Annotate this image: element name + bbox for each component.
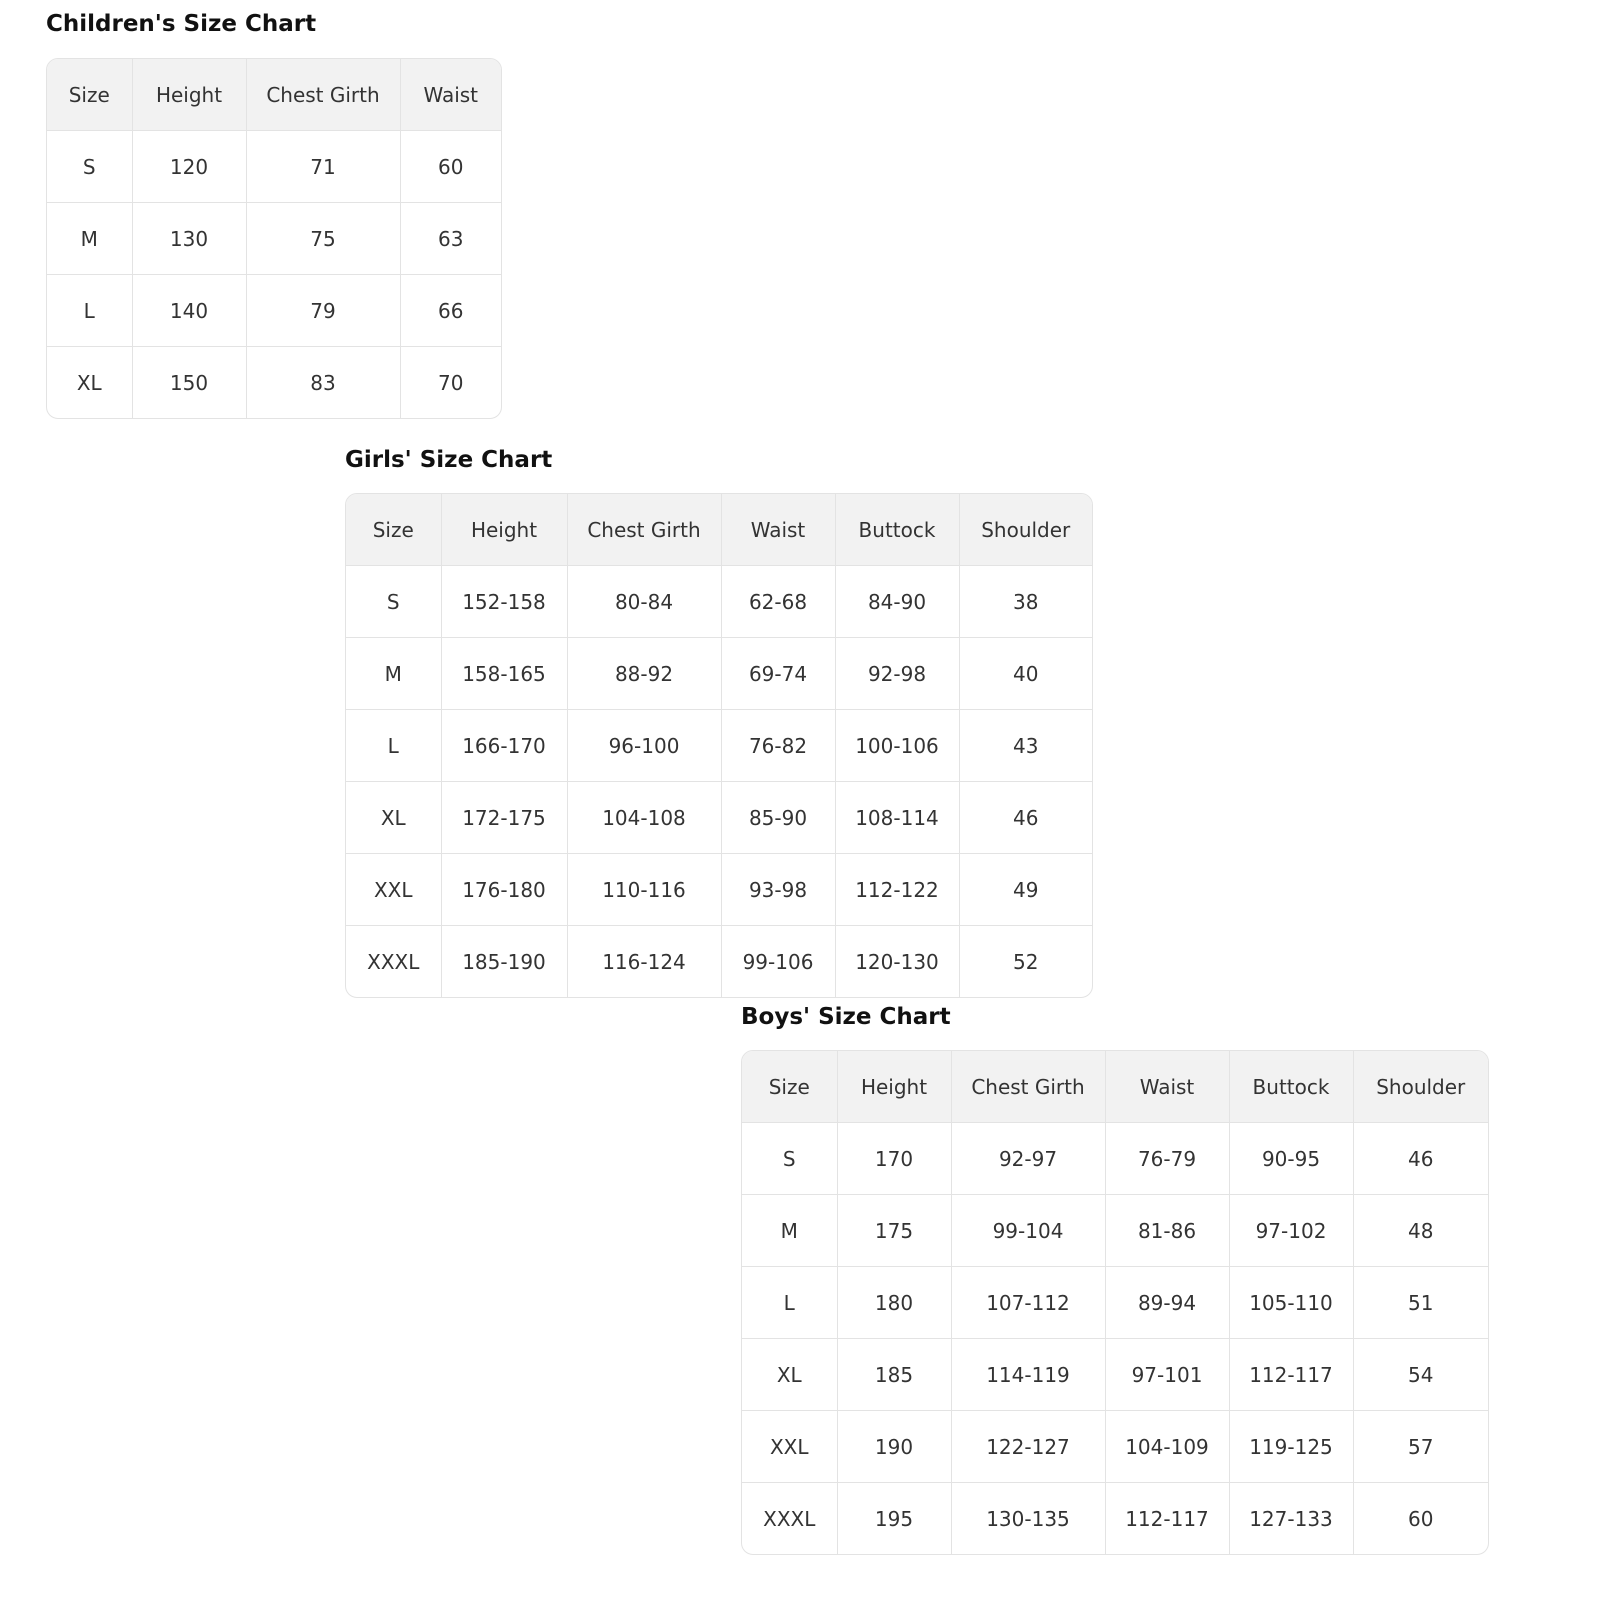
- table-cell: XXXL: [742, 1483, 837, 1555]
- girls-size-chart: [345, 446, 552, 474]
- column-header: Shoulder: [1353, 1051, 1488, 1123]
- table-cell: 83: [246, 347, 400, 419]
- column-header: Height: [132, 59, 246, 131]
- table-cell: 81-86: [1105, 1195, 1229, 1267]
- table-row: [742, 1411, 1488, 1483]
- table-cell: 51: [1353, 1267, 1488, 1339]
- table-cell: 43: [959, 710, 1092, 782]
- table-cell: 97-102: [1229, 1195, 1353, 1267]
- table-cell: 99-106: [721, 926, 835, 998]
- table-cell: 130: [132, 203, 246, 275]
- column-header: Shoulder: [959, 494, 1092, 566]
- table-cell: 46: [1353, 1123, 1488, 1195]
- table-cell: 40: [959, 638, 1092, 710]
- table-row: [346, 638, 1092, 710]
- table-cell: 99-104: [951, 1195, 1105, 1267]
- table-cell: 54: [1353, 1339, 1488, 1411]
- table-cell: 190: [837, 1411, 951, 1483]
- table-cell: M: [346, 638, 441, 710]
- boys-size-chart: [741, 1003, 951, 1031]
- table-cell: XXXL: [346, 926, 441, 998]
- column-header: Chest Girth: [567, 494, 721, 566]
- table-cell: 107-112: [951, 1267, 1105, 1339]
- table-cell: 57: [1353, 1411, 1488, 1483]
- table-cell: XL: [47, 347, 132, 419]
- column-header: Chest Girth: [246, 59, 400, 131]
- table-cell: 62-68: [721, 566, 835, 638]
- table-cell: 71: [246, 131, 400, 203]
- table-cell: 185: [837, 1339, 951, 1411]
- table-cell: 114-119: [951, 1339, 1105, 1411]
- table-row: [47, 347, 501, 419]
- table-cell: 80-84: [567, 566, 721, 638]
- table-cell: XXL: [742, 1411, 837, 1483]
- column-header: Buttock: [1229, 1051, 1353, 1123]
- boys-size-table: [741, 1050, 1489, 1555]
- table-cell: 69-74: [721, 638, 835, 710]
- table-row: [742, 1123, 1488, 1195]
- table-cell: 166-170: [441, 710, 567, 782]
- table-cell: 49: [959, 854, 1092, 926]
- size-table: [742, 1051, 1488, 1554]
- table-cell: L: [346, 710, 441, 782]
- table-cell: 170: [837, 1123, 951, 1195]
- column-header: Waist: [1105, 1051, 1229, 1123]
- table-cell: 104-109: [1105, 1411, 1229, 1483]
- table-cell: 93-98: [721, 854, 835, 926]
- size-table: [47, 59, 501, 418]
- column-header: Size: [346, 494, 441, 566]
- table-row: [346, 854, 1092, 926]
- table-cell: 76-82: [721, 710, 835, 782]
- column-header: Waist: [721, 494, 835, 566]
- table-cell: 140: [132, 275, 246, 347]
- table-cell: 116-124: [567, 926, 721, 998]
- table-cell: XL: [346, 782, 441, 854]
- table-row: [346, 710, 1092, 782]
- table-row: [742, 1339, 1488, 1411]
- table-cell: 195: [837, 1483, 951, 1555]
- size-table: [346, 494, 1092, 997]
- table-cell: 38: [959, 566, 1092, 638]
- table-row: [346, 926, 1092, 998]
- column-header: Height: [441, 494, 567, 566]
- table-header-row: [346, 494, 1092, 566]
- table-cell: 119-125: [1229, 1411, 1353, 1483]
- table-cell: 48: [1353, 1195, 1488, 1267]
- table-cell: 176-180: [441, 854, 567, 926]
- table-cell: 172-175: [441, 782, 567, 854]
- table-cell: 110-116: [567, 854, 721, 926]
- table-cell: 63: [400, 203, 501, 275]
- table-cell: 60: [1408, 1506, 1434, 1531]
- table-cell: 60: [400, 131, 501, 203]
- table-cell: 120: [132, 131, 246, 203]
- table-cell: 100-106: [835, 710, 959, 782]
- chart-title: Children's Size Chart: [46, 11, 317, 37]
- table-cell: 70: [438, 370, 464, 395]
- table-cell: 90-95: [1229, 1123, 1353, 1195]
- table-row: [742, 1483, 1488, 1555]
- table-cell: 76-79: [1105, 1123, 1229, 1195]
- table-cell: M: [47, 203, 132, 275]
- table-cell: 66: [400, 275, 501, 347]
- table-row: [742, 1195, 1488, 1267]
- table-cell: 150: [132, 347, 246, 419]
- table-row: [47, 131, 501, 203]
- table-cell: 175: [837, 1195, 951, 1267]
- table-cell: 92-97: [951, 1123, 1105, 1195]
- table-cell: 112-117: [1105, 1483, 1229, 1555]
- table-cell: 79: [246, 275, 400, 347]
- table-header-row: [47, 59, 501, 131]
- table-cell: 97-101: [1105, 1339, 1229, 1411]
- table-cell: 122-127: [951, 1411, 1105, 1483]
- chart-title: Girls' Size Chart: [345, 447, 553, 473]
- table-cell: XXL: [346, 854, 441, 926]
- table-cell: 152-158: [441, 566, 567, 638]
- table-cell: 108-114: [835, 782, 959, 854]
- table-cell: 120-130: [835, 926, 959, 998]
- table-row: [47, 203, 501, 275]
- column-header: Chest Girth: [951, 1051, 1105, 1123]
- chart-title: Boys' Size Chart: [741, 1004, 951, 1030]
- table-cell: 75: [246, 203, 400, 275]
- table-cell: 180: [837, 1267, 951, 1339]
- table-cell: 112-122: [835, 854, 959, 926]
- table-cell: XL: [742, 1339, 837, 1411]
- table-cell: 185-190: [441, 926, 567, 998]
- table-header-row: [742, 1051, 1488, 1123]
- table-cell: 130-135: [951, 1483, 1105, 1555]
- column-header: Height: [837, 1051, 951, 1123]
- table-cell: M: [742, 1195, 837, 1267]
- table-cell: 84-90: [835, 566, 959, 638]
- table-row: [742, 1267, 1488, 1339]
- table-cell: 158-165: [441, 638, 567, 710]
- table-cell: S: [47, 131, 132, 203]
- table-cell: 88-92: [567, 638, 721, 710]
- table-cell: 52: [1013, 949, 1039, 974]
- table-cell: 85-90: [721, 782, 835, 854]
- table-cell: 104-108: [567, 782, 721, 854]
- table-row: [47, 275, 501, 347]
- column-header: Size: [47, 59, 132, 131]
- table-cell: S: [742, 1123, 837, 1195]
- table-cell: 46: [959, 782, 1092, 854]
- table-cell: 96-100: [567, 710, 721, 782]
- table-row: [346, 782, 1092, 854]
- table-cell: S: [346, 566, 441, 638]
- column-header: Buttock: [835, 494, 959, 566]
- table-cell: L: [47, 275, 132, 347]
- table-cell: 89-94: [1105, 1267, 1229, 1339]
- table-cell: 127-133: [1229, 1483, 1353, 1555]
- girls-size-table: [345, 493, 1093, 998]
- childrens-size-chart: [46, 10, 316, 38]
- column-header: Waist: [400, 59, 501, 131]
- table-cell: 112-117: [1229, 1339, 1353, 1411]
- table-cell: 92-98: [835, 638, 959, 710]
- table-row: [346, 566, 1092, 638]
- childrens-size-table: [46, 58, 502, 419]
- table-cell: L: [742, 1267, 837, 1339]
- table-cell: 105-110: [1229, 1267, 1353, 1339]
- column-header: Size: [742, 1051, 837, 1123]
